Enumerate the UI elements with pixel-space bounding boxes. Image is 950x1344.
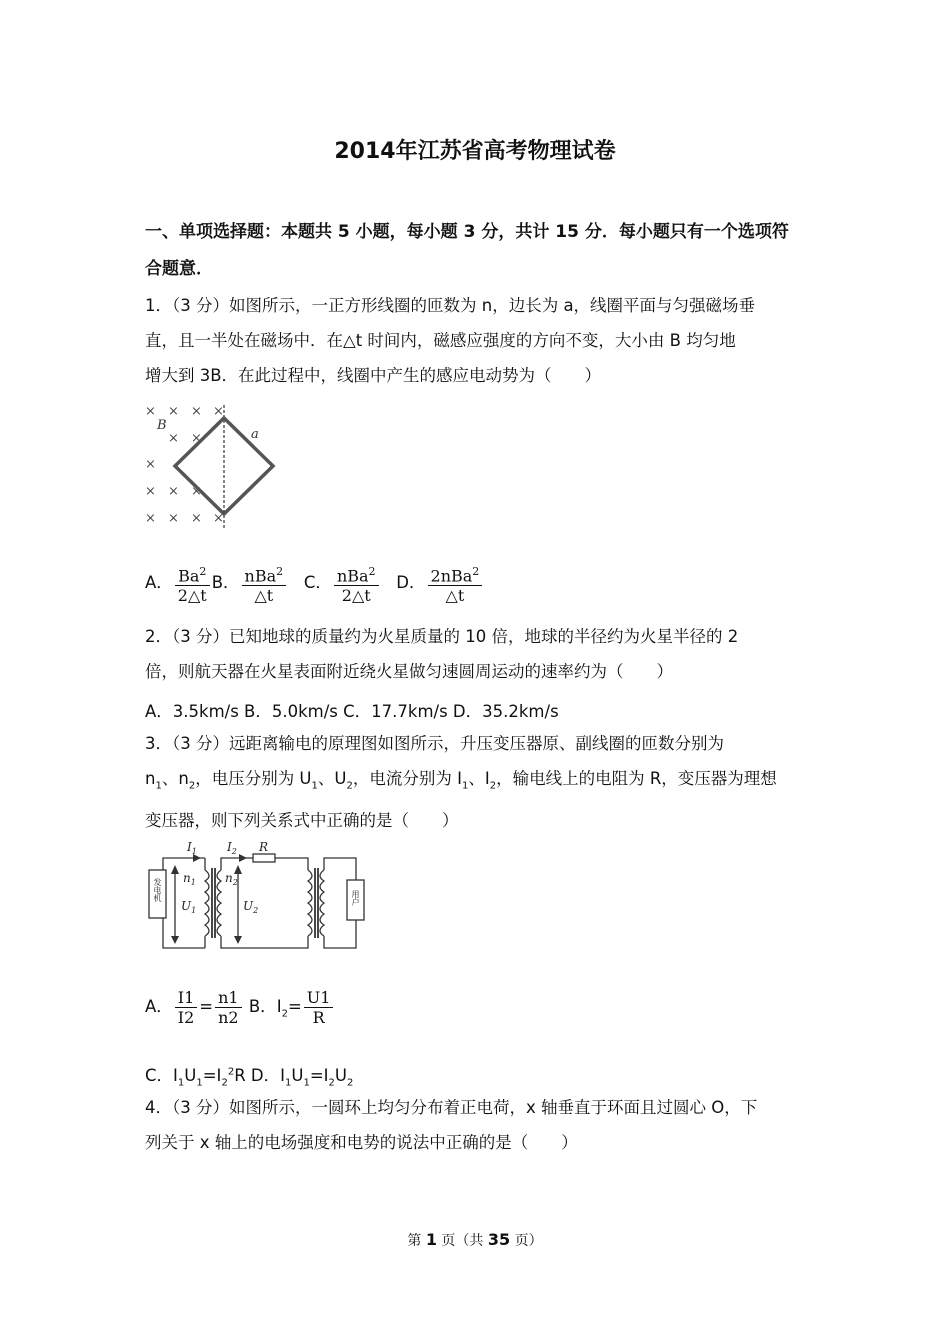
label-I1: $I_1$ — [187, 840, 197, 856]
q3-line1: 3．（3 分）远距离输电的原理图如图所示，升压变压器原、副线圈的匝数分别为 — [145, 734, 724, 753]
option-a-fraction-right: $\frac{n1}{n2}$ — [215, 988, 241, 1027]
question-4-text — [145, 1090, 810, 1160]
cross: × — [191, 404, 202, 419]
option-d-label: D． — [250, 1066, 281, 1085]
q1-options — [145, 562, 484, 605]
q1-line1: 1．（3 分）如图所示，一正方形线圈的匝数为 n，边长为 a，线圈平面与匀强磁场垂 — [145, 296, 756, 315]
cross: × — [168, 511, 179, 526]
generator-label: 发电机 — [153, 878, 162, 902]
q2-line2: 倍，则航天器在火星表面附近绕火星做匀速圆周运动的速率约为（ ） — [145, 662, 673, 681]
label-B: B — [157, 418, 167, 433]
cross: × — [168, 484, 179, 499]
option-a-label: A． — [145, 997, 173, 1016]
q1-magnetic-field-figure — [140, 400, 285, 535]
label-R: R — [259, 840, 269, 854]
q3-line3: 变压器，则下列关系式中正确的是（ ） — [145, 811, 459, 831]
cross: × — [191, 484, 202, 499]
option-d-label: D． — [396, 573, 426, 593]
option-b-label: B． — [211, 573, 240, 593]
option-a-fraction-left: $\frac{I1}{I2}$ — [175, 988, 198, 1027]
cross: × — [191, 511, 202, 526]
cross: × — [213, 404, 224, 419]
cross: × — [191, 431, 202, 446]
q4-line1: 4．（3 分）如图所示，一圆环上均匀分布着正电荷，x 轴垂直于环面且过圆心 O，下 — [145, 1098, 758, 1117]
q3-line2: $n_1$、$n_2$，电压分别为 $U_1$、$U_2$，电流分别为 $I_1$、$I_2$，输电线上的电阻为 R，变压器为理想 — [145, 769, 777, 792]
cross: × — [168, 431, 179, 446]
page-total: 35 — [487, 1230, 511, 1249]
cross: × — [145, 484, 156, 499]
option-a-fraction: $\frac{Ba^2}{2\triangle t}$ — [175, 562, 210, 605]
cross: × — [168, 404, 179, 419]
q2-line1: 2．（3 分）已知地球的质量约为火星质量的 10 倍，地球的半径约为火星半径的 2 — [145, 627, 739, 646]
label-n2: $n_2$ — [225, 871, 238, 887]
question-3-text — [145, 726, 810, 838]
question-1-text — [145, 288, 810, 393]
label-U1: $U_1$ — [181, 899, 197, 915]
cross: × — [145, 404, 156, 419]
q4-line2: 列关于 x 轴上的电场强度和电势的说法中正确的是（ ） — [145, 1133, 578, 1152]
question-2-text — [145, 619, 810, 689]
option-a-label: A． — [145, 573, 173, 593]
cross: × — [145, 511, 156, 526]
q3-options-cd: C．$I_1U_1=I_2^2R$ D．$I_1U_1=I_2U_2$ — [145, 1066, 354, 1089]
option-c-fraction: $\frac{nBa^2}{2\triangle t}$ — [334, 562, 379, 605]
cross: × — [213, 511, 224, 526]
q2-options: A．3.5km/s B．5.0km/s C．17.7km/s D．35.2km/s — [145, 702, 559, 721]
label-U2: $U_2$ — [243, 899, 259, 915]
page-title: 2014年江苏省高考物理试卷 — [334, 139, 616, 164]
page-footer: 第 1 页（共 35 页） — [407, 1230, 543, 1249]
q1-line3: 增大到 3B．在此过程中，线圈中产生的感应电动势为（ ） — [145, 366, 602, 385]
q1-line2: 直，且一半处在磁场中．在△t 时间内，磁感应强度的方向不变，大小由 B 均匀地 — [145, 331, 736, 350]
option-b-fraction: $\frac{U1}{R}$ — [304, 988, 334, 1027]
section-heading-line2: 合题意． — [145, 259, 213, 279]
cross: × — [145, 457, 156, 472]
label-I2: $I_2$ — [227, 840, 237, 856]
section-heading-line1: 一、单项选择题：本题共 5 小题，每小题 3 分，共计 15 分．每小题只有一个选项符 — [145, 222, 789, 242]
page-number: 1 — [425, 1230, 437, 1249]
section-heading — [145, 214, 810, 288]
user-label: 用户 — [351, 890, 360, 906]
q3-transmission-circuit-figure — [143, 840, 368, 955]
option-c-label: C． — [303, 573, 332, 593]
label-n1: $n_1$ — [183, 871, 196, 887]
option-c-label: C． — [145, 1066, 174, 1085]
q3-options-ab: A． $\frac{I1}{I2}$ = $\frac{n1}{n2}$ B．$I_2=$ $\frac{U1}{R}$ — [145, 988, 335, 1027]
option-b-label: B． — [248, 997, 277, 1016]
option-b-fraction: $\frac{nBa^2}{\triangle t}$ — [242, 562, 287, 605]
label-a: a — [251, 427, 259, 442]
option-d-fraction: $\frac{2nBa^2}{\triangle t}$ — [428, 562, 483, 605]
